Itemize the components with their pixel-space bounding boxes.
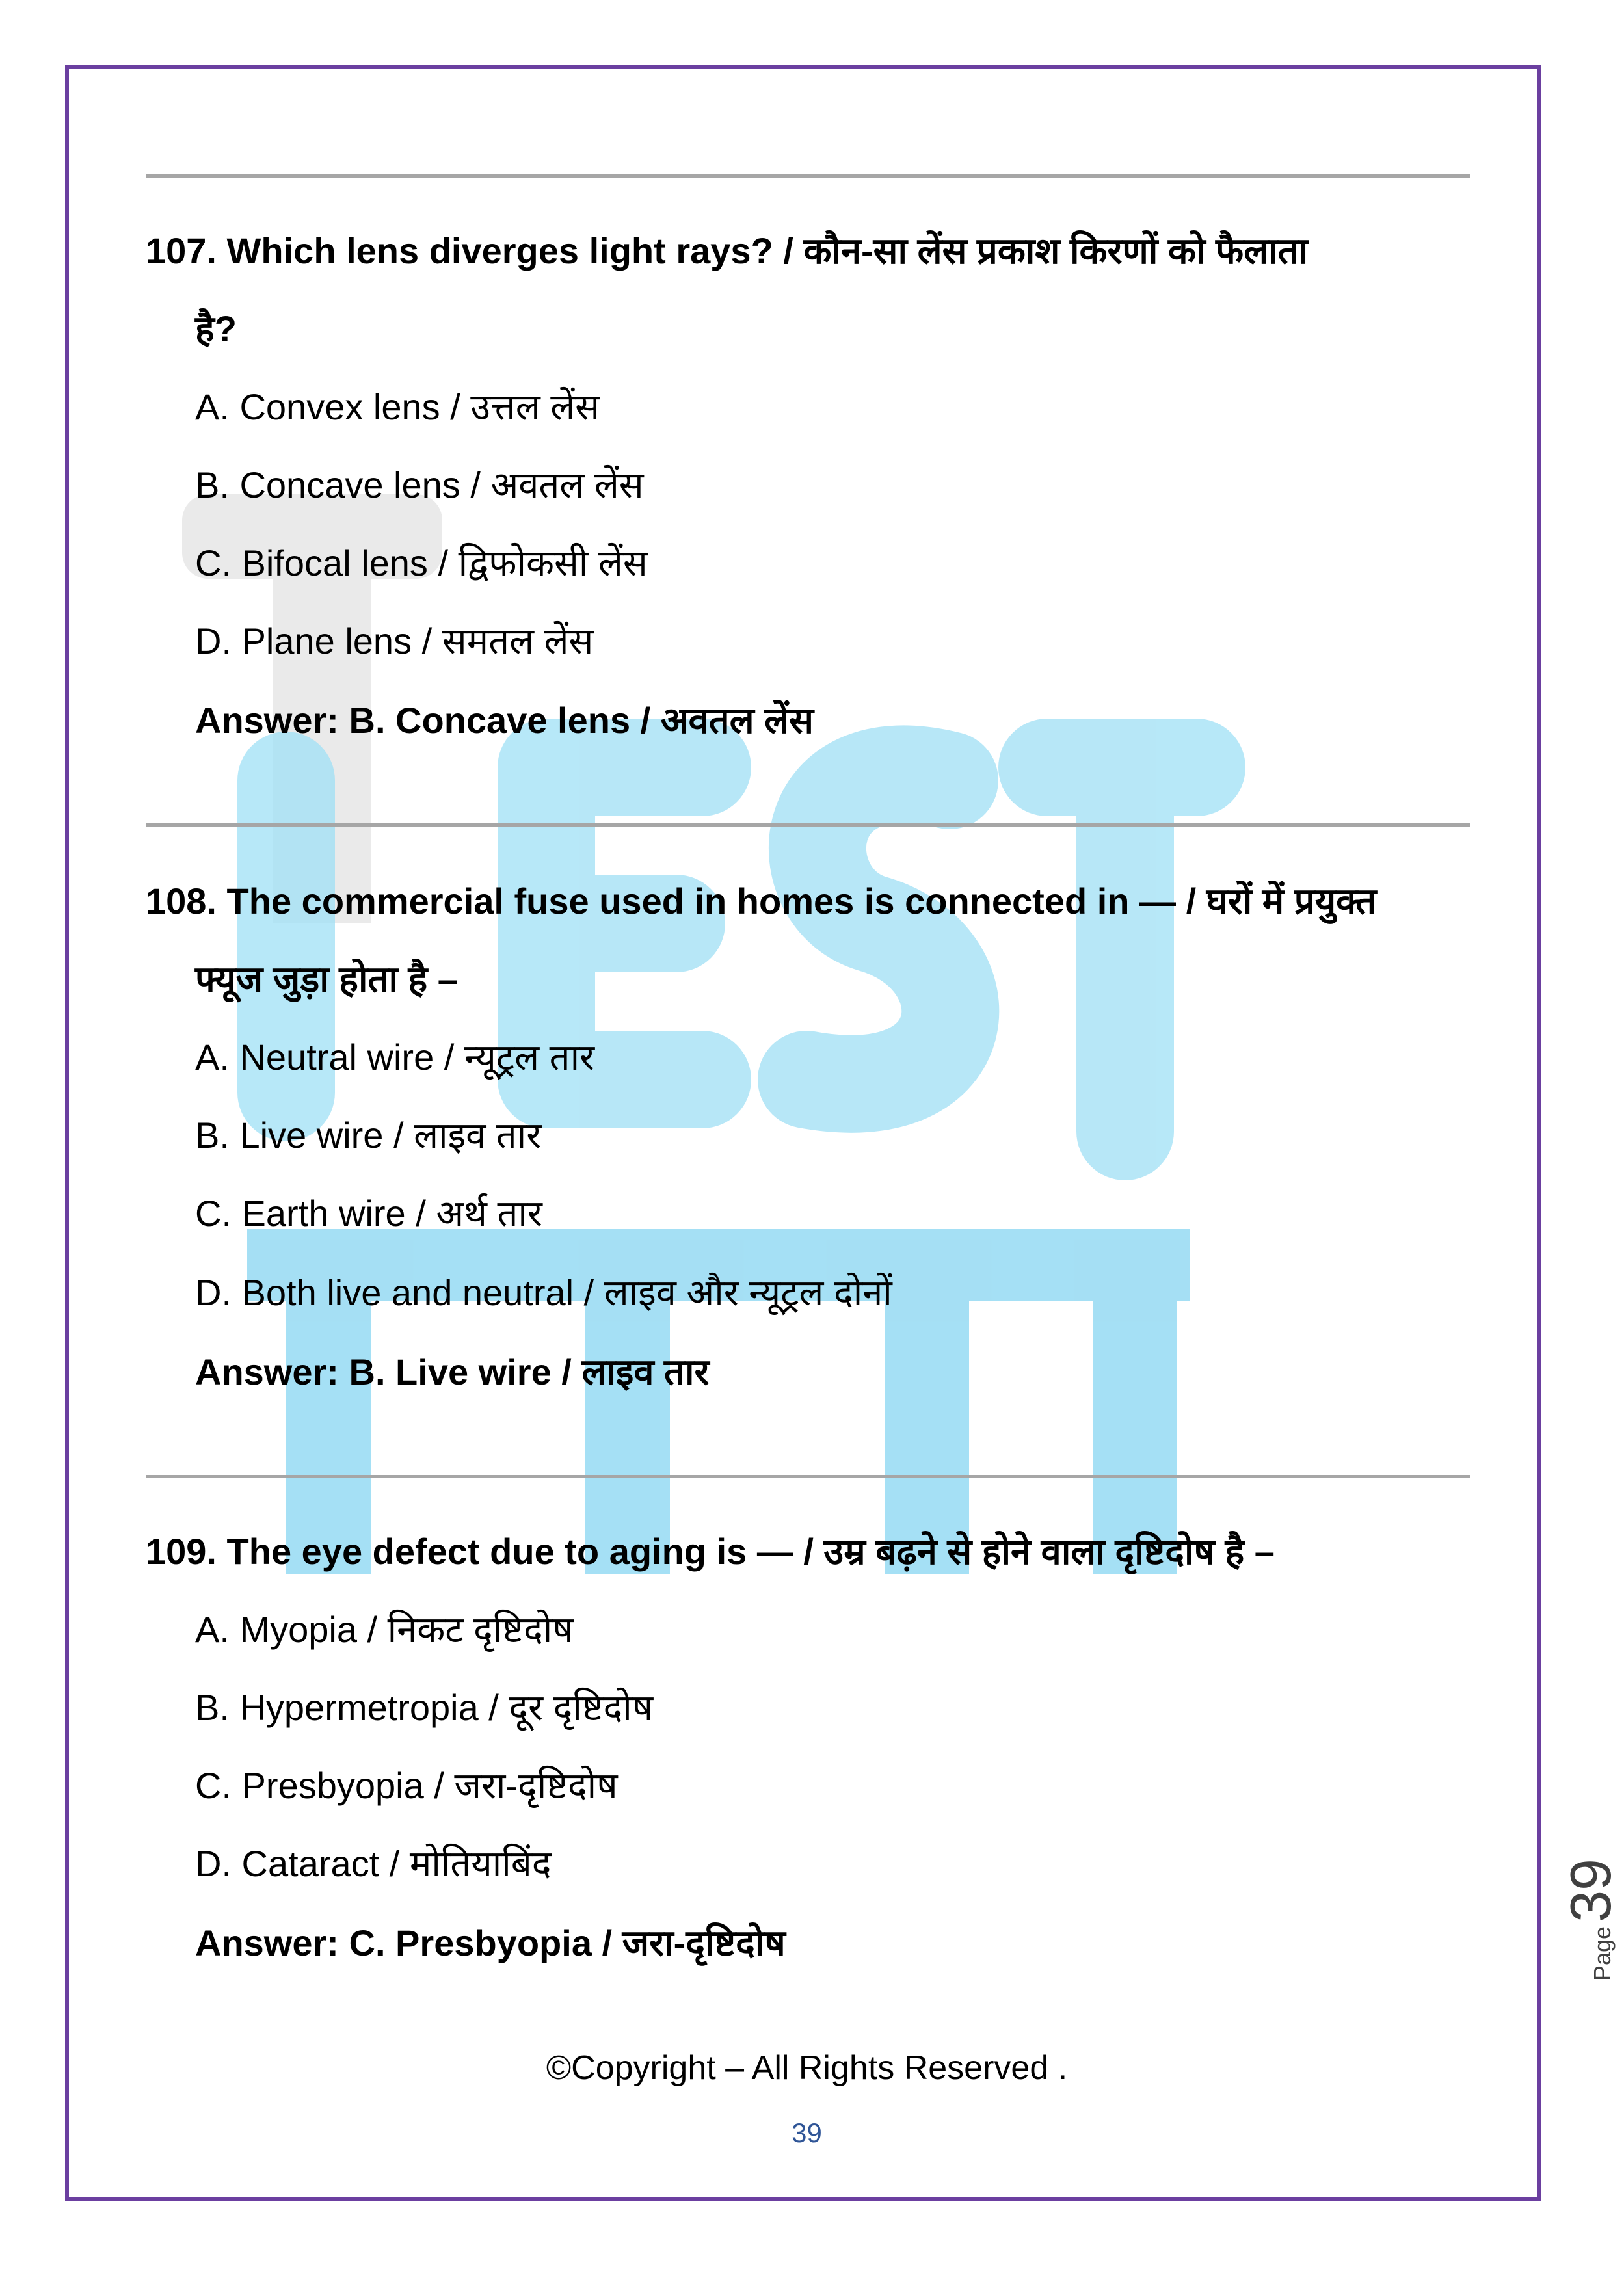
question-108-option-d: D. Both live and neutral / लाइव और न्यूट्रल दोनों bbox=[195, 1272, 892, 1313]
question-stem-line2: है? bbox=[195, 308, 237, 349]
question-stem-line2: फ्यूज जुड़ा होता है – bbox=[195, 959, 458, 1000]
separator-line bbox=[146, 174, 1470, 178]
side-page-word: Page bbox=[1589, 1926, 1616, 1981]
question-109-option-c: C. Presbyopia / जरा-दृष्टिदोष bbox=[195, 1765, 618, 1806]
question-108-answer: Answer: B. Live wire / लाइव तार bbox=[195, 1351, 710, 1392]
question-108-option-a: A. Neutral wire / न्यूट्रल तार bbox=[195, 1037, 594, 1078]
question-108-option-b: B. Live wire / लाइव तार bbox=[195, 1115, 542, 1156]
question-107-option-b: B. Concave lens / अवतल लेंस bbox=[195, 464, 644, 505]
side-page-text bbox=[1558, 1859, 1624, 1981]
question-109-option-a: A. Myopia / निकट दृष्टिदोष bbox=[195, 1609, 574, 1650]
question-107-option-c: C. Bifocal lens / द्विफोकसी लेंस bbox=[195, 542, 648, 583]
side-page-number: 39 bbox=[1558, 1859, 1623, 1922]
question-109-option-b: B. Hypermetropia / दूर दृष्टिदोष bbox=[195, 1687, 654, 1728]
question-107-stem bbox=[146, 212, 1518, 368]
question-109-stem bbox=[146, 1513, 1518, 1591]
copyright-notice: ©Copyright – All Rights Reserved . bbox=[546, 2049, 1068, 2087]
question-stem-line1: 108. The commercial fuse used in homes is connected in — / घरों में प्रयुक्त bbox=[146, 881, 1377, 922]
question-109-answer: Answer: C. Presbyopia / जरा-दृष्टिदोष bbox=[195, 1922, 786, 1963]
page-number: 39 bbox=[792, 2117, 822, 2148]
question-107-option-d: D. Plane lens / समतल लेंस bbox=[195, 620, 594, 661]
question-stem-line1: 109. The eye defect due to aging is — / उम्र बढ़ने से होने वाला दृष्टिदोष है – bbox=[146, 1531, 1275, 1572]
question-108-stem bbox=[146, 862, 1518, 1018]
question-107-option-a: A. Convex lens / उत्तल लेंस bbox=[195, 386, 600, 427]
question-109-option-d: D. Cataract / मोतियाबिंद bbox=[195, 1843, 552, 1884]
question-108-option-c: C. Earth wire / अर्थ तार bbox=[195, 1193, 542, 1234]
separator-line bbox=[146, 823, 1470, 827]
separator-line bbox=[146, 1475, 1470, 1478]
question-stem-line1: 107. Which lens diverges light rays? / कौन-सा लेंस प्रकाश किरणों को फैलाता bbox=[146, 230, 1309, 271]
question-107-answer: Answer: B. Concave lens / अवतल लेंस bbox=[195, 700, 814, 741]
side-page-label bbox=[1558, 1859, 1623, 1983]
